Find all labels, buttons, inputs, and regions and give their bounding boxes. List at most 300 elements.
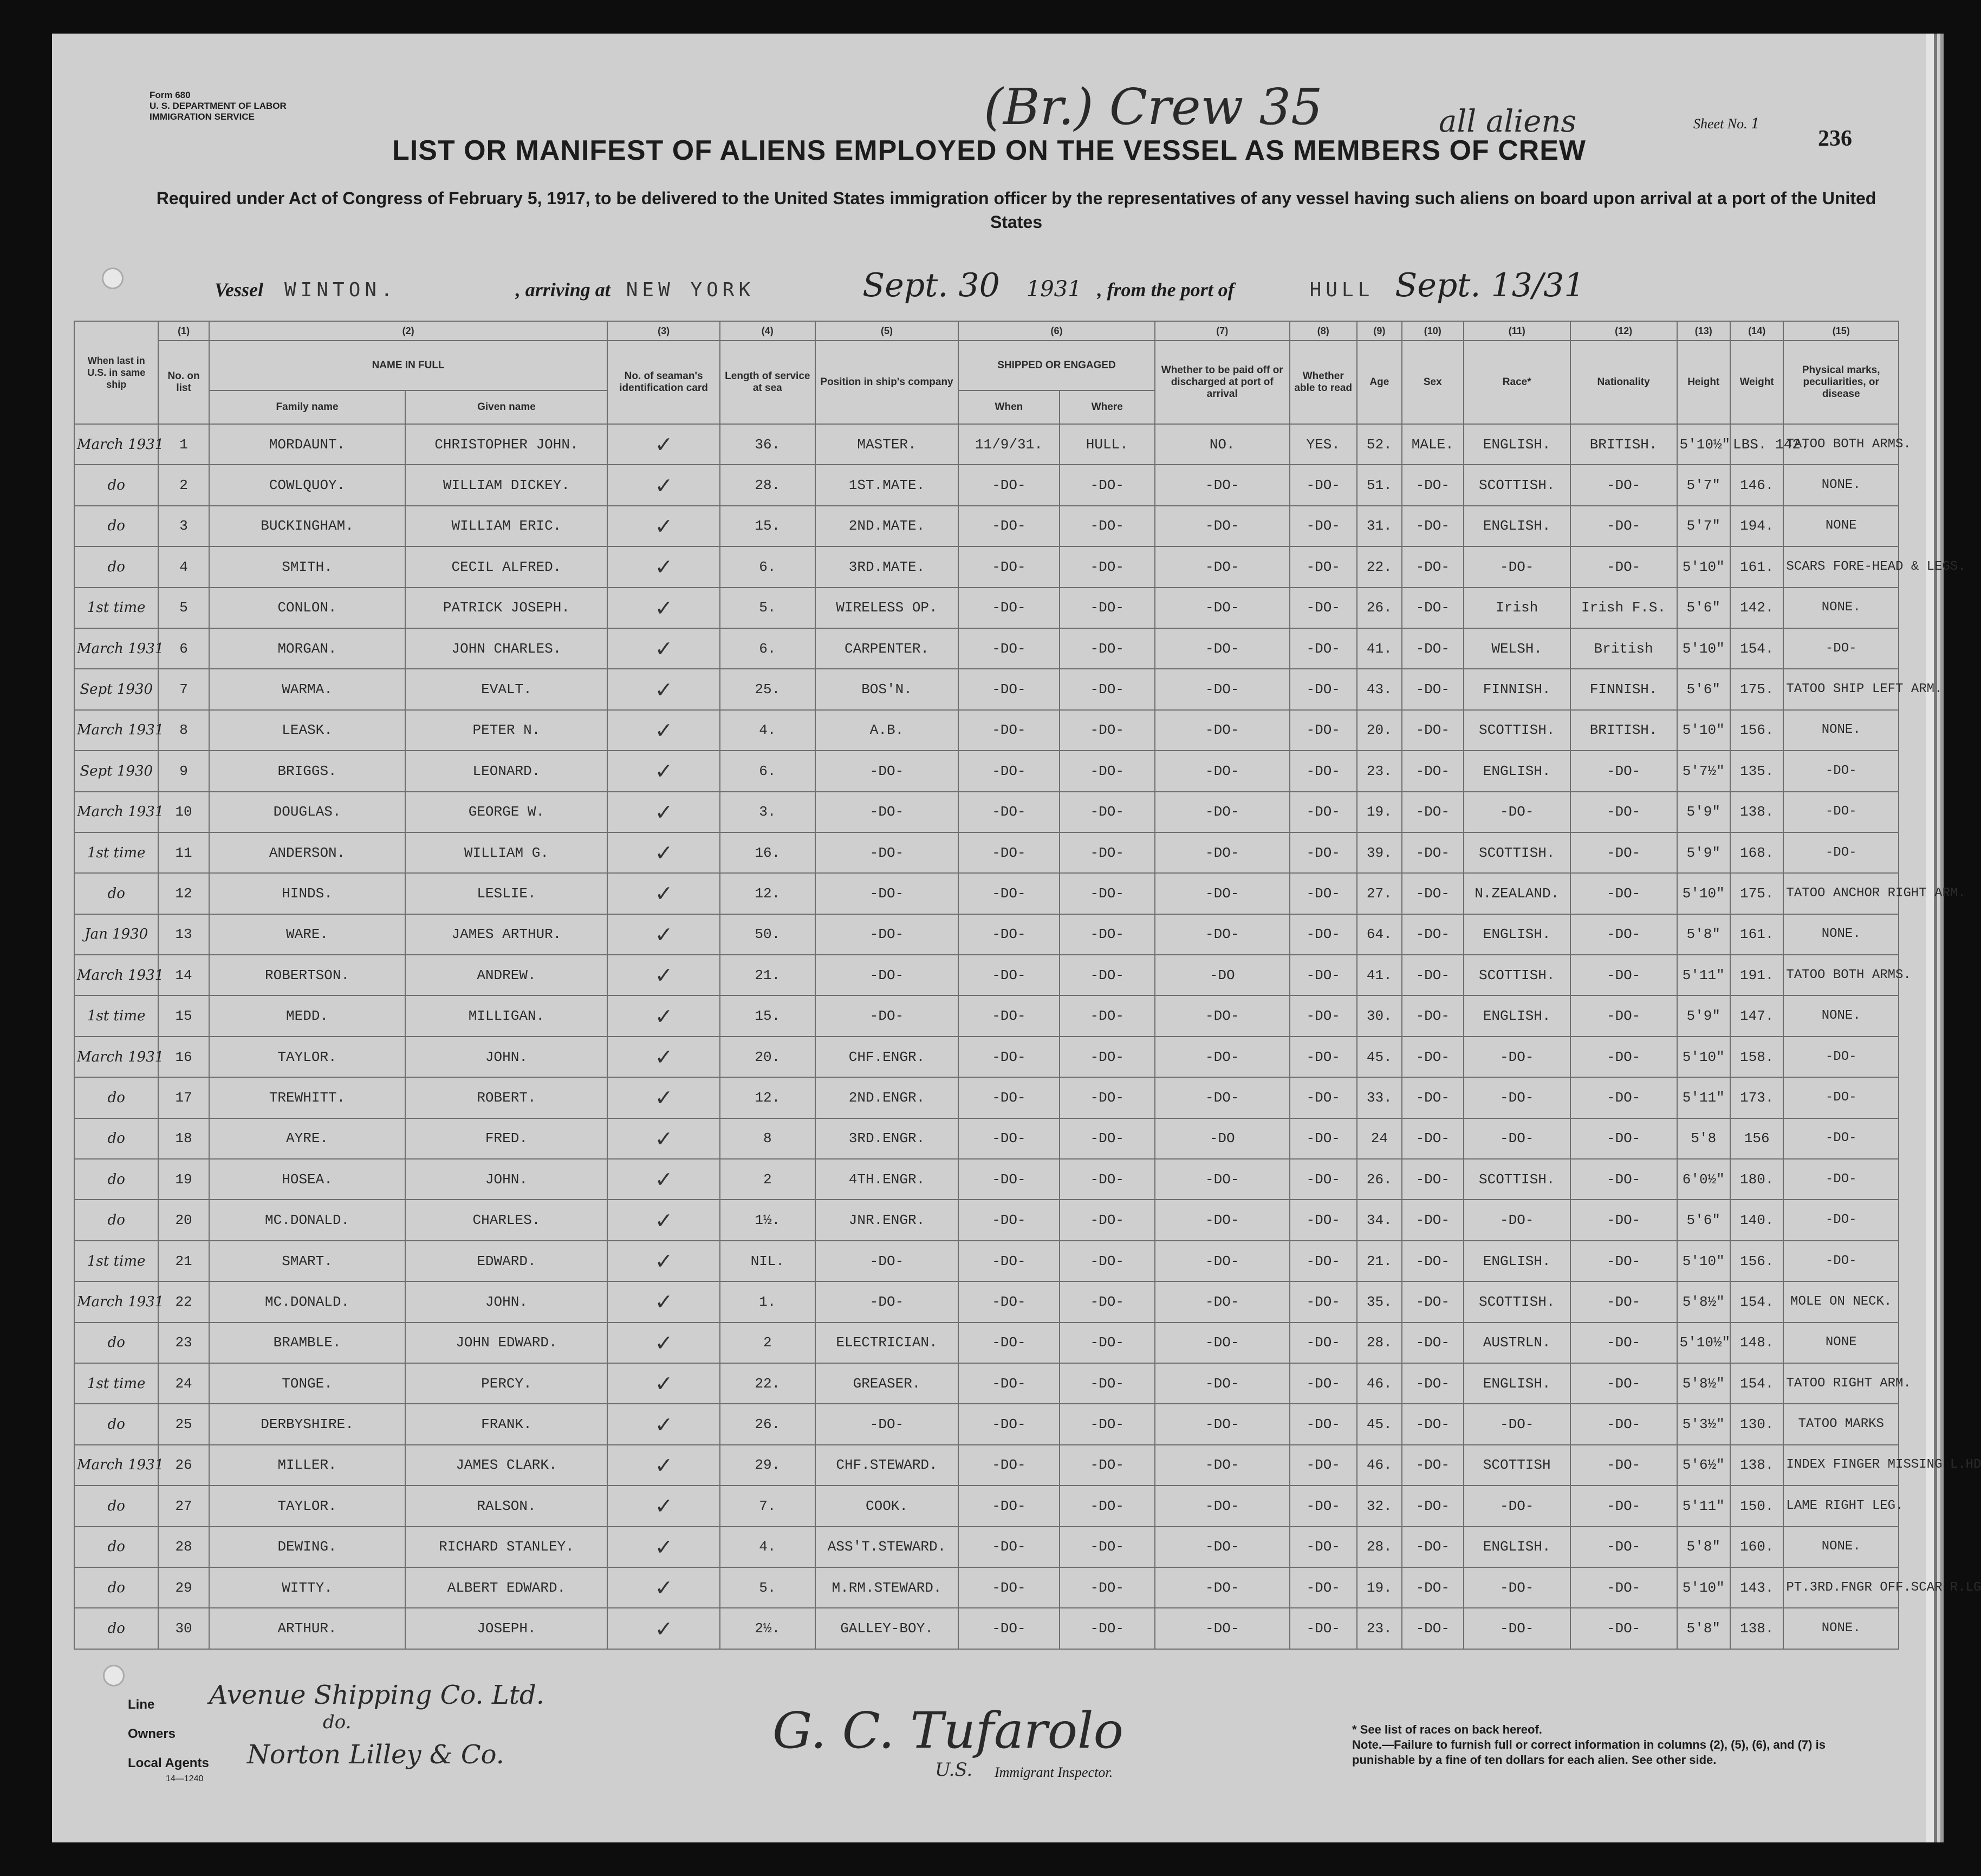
shipped-when-cell: -DO- bbox=[958, 1445, 1060, 1486]
given-name-cell: PETER N. bbox=[405, 710, 607, 751]
given-name-cell: JAMES CLARK. bbox=[405, 1445, 607, 1486]
age-cell: 31. bbox=[1357, 506, 1402, 546]
crew-row bbox=[74, 751, 1899, 791]
weight-cell: 160. bbox=[1730, 1527, 1783, 1567]
form-number: Form 680 bbox=[150, 90, 191, 100]
position-cell: MASTER. bbox=[815, 424, 958, 465]
position-cell: COOK. bbox=[815, 1486, 958, 1526]
last-in-us-cell: Sept 1930 bbox=[74, 751, 158, 791]
id-card-cell: ✓ bbox=[607, 506, 719, 546]
paid-off-cell: -DO- bbox=[1155, 1159, 1290, 1200]
able-to-read-cell: -DO- bbox=[1290, 1404, 1357, 1444]
family-name-cell: BRAMBLE. bbox=[209, 1323, 406, 1363]
position-cell: ELECTRICIAN. bbox=[815, 1323, 958, 1363]
physical-marks-cell: -DO- bbox=[1783, 1118, 1899, 1159]
crew-row bbox=[74, 1323, 1899, 1363]
position-cell: CHF.ENGR. bbox=[815, 1037, 958, 1077]
nationality-cell: -DO- bbox=[1570, 1241, 1677, 1281]
physical-marks-cell: PT.3RD.FNGR OFF.SCAR R.LG bbox=[1783, 1567, 1899, 1608]
shipped-when-cell: -DO- bbox=[958, 546, 1060, 587]
nationality-cell: -DO- bbox=[1570, 1323, 1677, 1363]
list-number-cell: 29 bbox=[158, 1567, 209, 1608]
paid-off-cell: -DO bbox=[1155, 1118, 1290, 1159]
shipped-where-cell: -DO- bbox=[1060, 546, 1155, 587]
able-to-read-cell: -DO- bbox=[1290, 914, 1357, 955]
service-length-cell: 15. bbox=[720, 506, 815, 546]
col-number: (11) bbox=[1464, 321, 1570, 341]
age-cell: 26. bbox=[1357, 588, 1402, 628]
race-cell: ENGLISH. bbox=[1464, 1527, 1570, 1567]
family-name-cell: DERBYSHIRE. bbox=[209, 1404, 406, 1444]
sex-cell: -DO- bbox=[1402, 588, 1464, 628]
able-to-read-cell: -DO- bbox=[1290, 1159, 1357, 1200]
weight-cell: 175. bbox=[1730, 669, 1783, 709]
race-cell: WELSH. bbox=[1464, 628, 1570, 669]
id-card-cell: ✓ bbox=[607, 1486, 719, 1526]
service-length-cell: 1½. bbox=[720, 1200, 815, 1240]
able-to-read-cell: -DO- bbox=[1290, 1241, 1357, 1281]
age-cell: 26. bbox=[1357, 1159, 1402, 1200]
service-length-cell: 36. bbox=[720, 424, 815, 465]
physical-marks-cell: TATOO ANCHOR RIGHT ARM. bbox=[1783, 873, 1899, 914]
paid-off-cell: -DO- bbox=[1155, 1281, 1290, 1322]
nationality-cell: BRITISH. bbox=[1570, 424, 1677, 465]
paid-off-cell: -DO- bbox=[1155, 914, 1290, 955]
able-to-read-cell: -DO- bbox=[1290, 751, 1357, 791]
owners-label: Owners bbox=[128, 1727, 176, 1741]
paid-off-cell: -DO- bbox=[1155, 1486, 1290, 1526]
service-length-cell: 16. bbox=[720, 832, 815, 873]
position-cell: 3RD.MATE. bbox=[815, 546, 958, 587]
physical-marks-cell: TATOO BOTH ARMS. bbox=[1783, 955, 1899, 995]
height-cell: 5'7" bbox=[1677, 506, 1730, 546]
col-number: (13) bbox=[1677, 321, 1730, 341]
id-card-cell: ✓ bbox=[607, 751, 719, 791]
shipped-where-cell: -DO- bbox=[1060, 1200, 1155, 1240]
col-read-header: Whether able to read bbox=[1290, 341, 1357, 424]
physical-marks-cell: NONE. bbox=[1783, 710, 1899, 751]
id-card-cell: ✓ bbox=[607, 995, 719, 1036]
race-cell: -DO- bbox=[1464, 1608, 1570, 1649]
given-name-cell: ROBERT. bbox=[405, 1077, 607, 1118]
sheet-number bbox=[1693, 116, 1760, 132]
paid-off-cell: -DO- bbox=[1155, 1404, 1290, 1444]
crew-row bbox=[74, 465, 1899, 505]
shipped-where-cell: -DO- bbox=[1060, 669, 1155, 709]
paid-off-cell: -DO- bbox=[1155, 1077, 1290, 1118]
crew-row bbox=[74, 1241, 1899, 1281]
able-to-read-cell: -DO- bbox=[1290, 873, 1357, 914]
weight-cell: 135. bbox=[1730, 751, 1783, 791]
given-name-cell: EDWARD. bbox=[405, 1241, 607, 1281]
height-cell: 5'10½" bbox=[1677, 1323, 1730, 1363]
family-name-cell: HINDS. bbox=[209, 873, 406, 914]
able-to-read-cell: -DO- bbox=[1290, 1445, 1357, 1486]
line-value: Avenue Shipping Co. Ltd. bbox=[209, 1680, 545, 1710]
id-card-cell: ✓ bbox=[607, 546, 719, 587]
nationality-cell: -DO- bbox=[1570, 1608, 1677, 1649]
physical-marks-cell: -DO- bbox=[1783, 1037, 1899, 1077]
arriving-port: NEW YORK bbox=[626, 279, 755, 301]
arriving-label: , arriving at bbox=[515, 279, 610, 301]
col-when-header: When bbox=[958, 390, 1060, 424]
shipped-when-cell: -DO- bbox=[958, 1118, 1060, 1159]
last-in-us-cell: March 1931 bbox=[74, 955, 158, 995]
paid-off-cell: -DO- bbox=[1155, 1363, 1290, 1404]
age-cell: 45. bbox=[1357, 1404, 1402, 1444]
family-name-cell: TAYLOR. bbox=[209, 1486, 406, 1526]
last-in-us-cell: March 1931 bbox=[74, 1281, 158, 1322]
given-name-cell: PATRICK JOSEPH. bbox=[405, 588, 607, 628]
paid-off-cell: -DO- bbox=[1155, 1445, 1290, 1486]
id-card-cell: ✓ bbox=[607, 1567, 719, 1608]
id-card-cell: ✓ bbox=[607, 1241, 719, 1281]
document-title: LIST OR MANIFEST OF ALIENS EMPLOYED ON THE VESSEL AS MEMBERS OF CREW bbox=[392, 135, 1586, 166]
last-in-us-cell: do bbox=[74, 1608, 158, 1649]
weight-cell: LBS. 142. bbox=[1730, 424, 1783, 465]
height-cell: 5'9" bbox=[1677, 832, 1730, 873]
list-number-cell: 11 bbox=[158, 832, 209, 873]
nationality-cell: Irish F.S. bbox=[1570, 588, 1677, 628]
height-cell: 5'8½" bbox=[1677, 1363, 1730, 1404]
last-in-us-cell: March 1931 bbox=[74, 424, 158, 465]
arrival-date: Sept. 30 bbox=[862, 266, 1000, 304]
nationality-cell: -DO- bbox=[1570, 1159, 1677, 1200]
sex-cell: -DO- bbox=[1402, 465, 1464, 505]
shipped-where-cell: HULL. bbox=[1060, 424, 1155, 465]
shipped-where-cell: -DO- bbox=[1060, 914, 1155, 955]
nationality-cell: -DO- bbox=[1570, 1281, 1677, 1322]
service-length-cell: 4. bbox=[720, 710, 815, 751]
physical-marks-cell: -DO- bbox=[1783, 751, 1899, 791]
col-family-name-header: Family name bbox=[209, 390, 406, 424]
id-card-cell: ✓ bbox=[607, 1281, 719, 1322]
arrival-year: 1931 bbox=[1026, 277, 1082, 302]
family-name-cell: LEASK. bbox=[209, 710, 406, 751]
nationality-cell: -DO- bbox=[1570, 995, 1677, 1036]
manifest-sheet bbox=[52, 34, 1981, 1842]
able-to-read-cell: -DO- bbox=[1290, 1608, 1357, 1649]
service-length-cell: 21. bbox=[720, 955, 815, 995]
nationality-cell: FINNISH. bbox=[1570, 669, 1677, 709]
nationality-cell: -DO- bbox=[1570, 1037, 1677, 1077]
sex-cell: -DO- bbox=[1402, 1118, 1464, 1159]
shipped-where-cell: -DO- bbox=[1060, 873, 1155, 914]
service-length-cell: 15. bbox=[720, 995, 815, 1036]
last-in-us-cell: do bbox=[74, 1404, 158, 1444]
weight-cell: 154. bbox=[1730, 1281, 1783, 1322]
id-card-cell: ✓ bbox=[607, 1159, 719, 1200]
height-cell: 5'9" bbox=[1677, 995, 1730, 1036]
crew-row bbox=[74, 914, 1899, 955]
sex-cell: -DO- bbox=[1402, 628, 1464, 669]
service-length-cell: 22. bbox=[720, 1363, 815, 1404]
last-in-us-cell: March 1931 bbox=[74, 628, 158, 669]
id-card-cell: ✓ bbox=[607, 465, 719, 505]
family-name-cell: HOSEA. bbox=[209, 1159, 406, 1200]
sheet-number-value: 1 bbox=[1751, 116, 1760, 132]
nationality-cell: -DO- bbox=[1570, 546, 1677, 587]
vessel-name: WINTON. bbox=[284, 279, 397, 301]
family-name-cell: TONGE. bbox=[209, 1363, 406, 1404]
col-marks-header: Physical marks, peculiarities, or disease bbox=[1783, 341, 1899, 424]
age-cell: 19. bbox=[1357, 1567, 1402, 1608]
position-cell: -DO- bbox=[815, 995, 958, 1036]
id-card-cell: ✓ bbox=[607, 588, 719, 628]
race-cell: -DO- bbox=[1464, 1077, 1570, 1118]
id-card-cell: ✓ bbox=[607, 1118, 719, 1159]
age-cell: 27. bbox=[1357, 873, 1402, 914]
height-cell: 5'10" bbox=[1677, 628, 1730, 669]
list-number-cell: 2 bbox=[158, 465, 209, 505]
service-length-cell: 5. bbox=[720, 588, 815, 628]
crew-row bbox=[74, 955, 1899, 995]
age-cell: 39. bbox=[1357, 832, 1402, 873]
agents-label: Local Agents bbox=[128, 1756, 209, 1770]
service-length-cell: 6. bbox=[720, 751, 815, 791]
sex-cell: -DO- bbox=[1402, 751, 1464, 791]
id-card-cell: ✓ bbox=[607, 669, 719, 709]
crew-row bbox=[74, 628, 1899, 669]
family-name-cell: COWLQUOY. bbox=[209, 465, 406, 505]
id-card-cell: ✓ bbox=[607, 710, 719, 751]
physical-marks-cell: NONE. bbox=[1783, 588, 1899, 628]
able-to-read-cell: -DO- bbox=[1290, 506, 1357, 546]
given-name-cell: LEONARD. bbox=[405, 751, 607, 791]
nationality-cell: -DO- bbox=[1570, 1567, 1677, 1608]
race-cell: SCOTTISH. bbox=[1464, 1159, 1570, 1200]
col-sex-header: Sex bbox=[1402, 341, 1464, 424]
height-cell: 5'10" bbox=[1677, 873, 1730, 914]
crew-row bbox=[74, 1200, 1899, 1240]
given-name-cell: EVALT. bbox=[405, 669, 607, 709]
physical-marks-cell: NONE. bbox=[1783, 1608, 1899, 1649]
service-length-cell: 50. bbox=[720, 914, 815, 955]
paid-off-cell: -DO- bbox=[1155, 546, 1290, 587]
shipped-when-cell: -DO- bbox=[958, 506, 1060, 546]
weight-cell: 138. bbox=[1730, 1445, 1783, 1486]
able-to-read-cell: -DO- bbox=[1290, 792, 1357, 832]
shipped-where-cell: -DO- bbox=[1060, 995, 1155, 1036]
height-cell: 5'8" bbox=[1677, 1527, 1730, 1567]
crew-table-body bbox=[74, 424, 1981, 1649]
paid-off-cell: -DO- bbox=[1155, 669, 1290, 709]
family-name-cell: CONLON. bbox=[209, 588, 406, 628]
weight-cell: 156. bbox=[1730, 710, 1783, 751]
height-cell: 5'9" bbox=[1677, 792, 1730, 832]
crew-row bbox=[74, 832, 1899, 873]
list-number-cell: 14 bbox=[158, 955, 209, 995]
last-in-us-cell: do bbox=[74, 1486, 158, 1526]
age-cell: 24 bbox=[1357, 1118, 1402, 1159]
crew-row bbox=[74, 995, 1899, 1036]
race-cell: ENGLISH. bbox=[1464, 424, 1570, 465]
height-cell: 5'8½" bbox=[1677, 1281, 1730, 1322]
age-cell: 23. bbox=[1357, 751, 1402, 791]
list-number-cell: 27 bbox=[158, 1486, 209, 1526]
id-card-cell: ✓ bbox=[607, 1445, 719, 1486]
shipped-when-cell: -DO- bbox=[958, 710, 1060, 751]
sex-cell: -DO- bbox=[1402, 995, 1464, 1036]
nationality-cell: BRITISH. bbox=[1570, 710, 1677, 751]
id-card-cell: ✓ bbox=[607, 955, 719, 995]
col-number: (8) bbox=[1290, 321, 1357, 341]
able-to-read-cell: -DO- bbox=[1290, 1527, 1357, 1567]
weight-cell: 161. bbox=[1730, 914, 1783, 955]
shipped-where-cell: -DO- bbox=[1060, 1527, 1155, 1567]
agents-value: Norton Lilley & Co. bbox=[247, 1740, 504, 1770]
nationality-cell: -DO- bbox=[1570, 832, 1677, 873]
age-cell: 23. bbox=[1357, 1608, 1402, 1649]
paid-off-cell: -DO bbox=[1155, 955, 1290, 995]
nationality-cell: -DO- bbox=[1570, 465, 1677, 505]
race-cell: -DO- bbox=[1464, 1486, 1570, 1526]
shipped-when-cell: -DO- bbox=[958, 1200, 1060, 1240]
family-name-cell: AYRE. bbox=[209, 1118, 406, 1159]
height-cell: 5'6" bbox=[1677, 1200, 1730, 1240]
sex-cell: -DO- bbox=[1402, 1281, 1464, 1322]
crew-row bbox=[74, 1363, 1899, 1404]
col-name-header: NAME IN FULL bbox=[209, 341, 608, 390]
race-cell: N.ZEALAND. bbox=[1464, 873, 1570, 914]
crew-row bbox=[74, 588, 1899, 628]
given-name-cell: JOHN. bbox=[405, 1037, 607, 1077]
age-cell: 46. bbox=[1357, 1445, 1402, 1486]
height-cell: 5'10" bbox=[1677, 1241, 1730, 1281]
col-no-on-list-header: No. on list bbox=[158, 341, 209, 424]
sex-cell: -DO- bbox=[1402, 546, 1464, 587]
paid-off-cell: -DO- bbox=[1155, 1200, 1290, 1240]
from-port-label: , from the port of bbox=[1097, 279, 1235, 301]
physical-marks-cell: TATOO RIGHT ARM. bbox=[1783, 1363, 1899, 1404]
weight-cell: 140. bbox=[1730, 1200, 1783, 1240]
punch-hole bbox=[102, 268, 124, 289]
service-length-cell: 12. bbox=[720, 873, 815, 914]
weight-cell: 158. bbox=[1730, 1037, 1783, 1077]
last-in-us-cell: 1st time bbox=[74, 995, 158, 1036]
service-length-cell: 26. bbox=[720, 1404, 815, 1444]
document-subtitle: Required under Act of Congress of February 5, 1917, to be delivered to the United States immigration officer by the representatives of any vessel having such aliens on board upon arrival at a port of the United States bbox=[156, 188, 1876, 232]
sex-cell: -DO- bbox=[1402, 506, 1464, 546]
shipped-where-cell: -DO- bbox=[1060, 1608, 1155, 1649]
col-shipped-header: SHIPPED OR ENGAGED bbox=[958, 341, 1155, 390]
given-name-cell: JAMES ARTHUR. bbox=[405, 914, 607, 955]
sex-cell: MALE. bbox=[1402, 424, 1464, 465]
departure-port: HULL bbox=[1309, 279, 1374, 301]
nationality-cell: -DO- bbox=[1570, 1527, 1677, 1567]
race-cell: FINNISH. bbox=[1464, 669, 1570, 709]
col-nationality-header: Nationality bbox=[1570, 341, 1677, 424]
family-name-cell: DOUGLAS. bbox=[209, 792, 406, 832]
able-to-read-cell: -DO- bbox=[1290, 1077, 1357, 1118]
list-number-cell: 22 bbox=[158, 1281, 209, 1322]
nationality-cell: -DO- bbox=[1570, 1363, 1677, 1404]
crew-row bbox=[74, 1527, 1899, 1567]
last-in-us-cell: March 1931 bbox=[74, 1037, 158, 1077]
shipped-when-cell: -DO- bbox=[958, 1363, 1060, 1404]
nationality-cell: -DO- bbox=[1570, 955, 1677, 995]
given-name-cell: FRED. bbox=[405, 1118, 607, 1159]
shipped-when-cell: -DO- bbox=[958, 1567, 1060, 1608]
id-card-cell: ✓ bbox=[607, 1037, 719, 1077]
age-cell: 28. bbox=[1357, 1527, 1402, 1567]
col-number: (2) bbox=[209, 321, 608, 341]
able-to-read-cell: -DO- bbox=[1290, 1281, 1357, 1322]
sex-cell: -DO- bbox=[1402, 1077, 1464, 1118]
last-in-us-cell: do bbox=[74, 873, 158, 914]
able-to-read-cell: -DO- bbox=[1290, 465, 1357, 505]
paid-off-cell: -DO- bbox=[1155, 792, 1290, 832]
nationality-cell: -DO- bbox=[1570, 1404, 1677, 1444]
able-to-read-cell: -DO- bbox=[1290, 669, 1357, 709]
able-to-read-cell: -DO- bbox=[1290, 1037, 1357, 1077]
service-length-cell: 7. bbox=[720, 1486, 815, 1526]
list-number-cell: 5 bbox=[158, 588, 209, 628]
sex-cell: -DO- bbox=[1402, 1608, 1464, 1649]
col-height-header: Height bbox=[1677, 341, 1730, 424]
handwritten-crew-note: (Br.) Crew 35 bbox=[984, 78, 1323, 136]
shipped-where-cell: -DO- bbox=[1060, 1281, 1155, 1322]
paid-off-cell: NO. bbox=[1155, 424, 1290, 465]
height-cell: 5'10" bbox=[1677, 710, 1730, 751]
shipped-when-cell: 11/9/31. bbox=[958, 424, 1060, 465]
col-number: (12) bbox=[1570, 321, 1677, 341]
sex-cell: -DO- bbox=[1402, 1445, 1464, 1486]
physical-marks-cell: TATOO BOTH ARMS. bbox=[1783, 424, 1899, 465]
paid-off-cell: -DO- bbox=[1155, 1037, 1290, 1077]
race-cell: ENGLISH. bbox=[1464, 1241, 1570, 1281]
last-in-us-cell: do bbox=[74, 1200, 158, 1240]
service-length-cell: 2 bbox=[720, 1159, 815, 1200]
sex-cell: -DO- bbox=[1402, 1037, 1464, 1077]
weight-cell: 168. bbox=[1730, 832, 1783, 873]
crew-row bbox=[74, 1037, 1899, 1077]
position-cell: WIRELESS OP. bbox=[815, 588, 958, 628]
given-name-cell: ALBERT EDWARD. bbox=[405, 1567, 607, 1608]
able-to-read-cell: -DO- bbox=[1290, 1486, 1357, 1526]
race-cell: AUSTRLN. bbox=[1464, 1323, 1570, 1363]
able-to-read-cell: -DO- bbox=[1290, 995, 1357, 1036]
crew-manifest-table bbox=[74, 321, 1981, 1650]
service-length-cell: 8 bbox=[720, 1118, 815, 1159]
height-cell: 5'7½" bbox=[1677, 751, 1730, 791]
position-cell: -DO- bbox=[815, 1404, 958, 1444]
given-name-cell: JOHN. bbox=[405, 1281, 607, 1322]
list-number-cell: 23 bbox=[158, 1323, 209, 1363]
sex-cell: -DO- bbox=[1402, 832, 1464, 873]
sex-cell: -DO- bbox=[1402, 1159, 1464, 1200]
list-number-cell: 18 bbox=[158, 1118, 209, 1159]
shipped-where-cell: -DO- bbox=[1060, 628, 1155, 669]
sex-cell: -DO- bbox=[1402, 710, 1464, 751]
physical-marks-cell: -DO- bbox=[1783, 832, 1899, 873]
shipped-where-cell: -DO- bbox=[1060, 1077, 1155, 1118]
given-name-cell: CHRISTOPHER JOHN. bbox=[405, 424, 607, 465]
service-length-cell: 25. bbox=[720, 669, 815, 709]
nationality-cell: -DO- bbox=[1570, 914, 1677, 955]
col-id-card-header: No. of seaman's identification card bbox=[607, 341, 719, 424]
list-number-cell: 12 bbox=[158, 873, 209, 914]
last-in-us-cell: 1st time bbox=[74, 1363, 158, 1404]
physical-marks-cell: -DO- bbox=[1783, 1200, 1899, 1240]
sex-cell: -DO- bbox=[1402, 1200, 1464, 1240]
paid-off-cell: -DO- bbox=[1155, 465, 1290, 505]
shipped-when-cell: -DO- bbox=[958, 832, 1060, 873]
sex-cell: -DO- bbox=[1402, 873, 1464, 914]
list-number-cell: 17 bbox=[158, 1077, 209, 1118]
age-cell: 30. bbox=[1357, 995, 1402, 1036]
service-length-cell: 20. bbox=[720, 1037, 815, 1077]
